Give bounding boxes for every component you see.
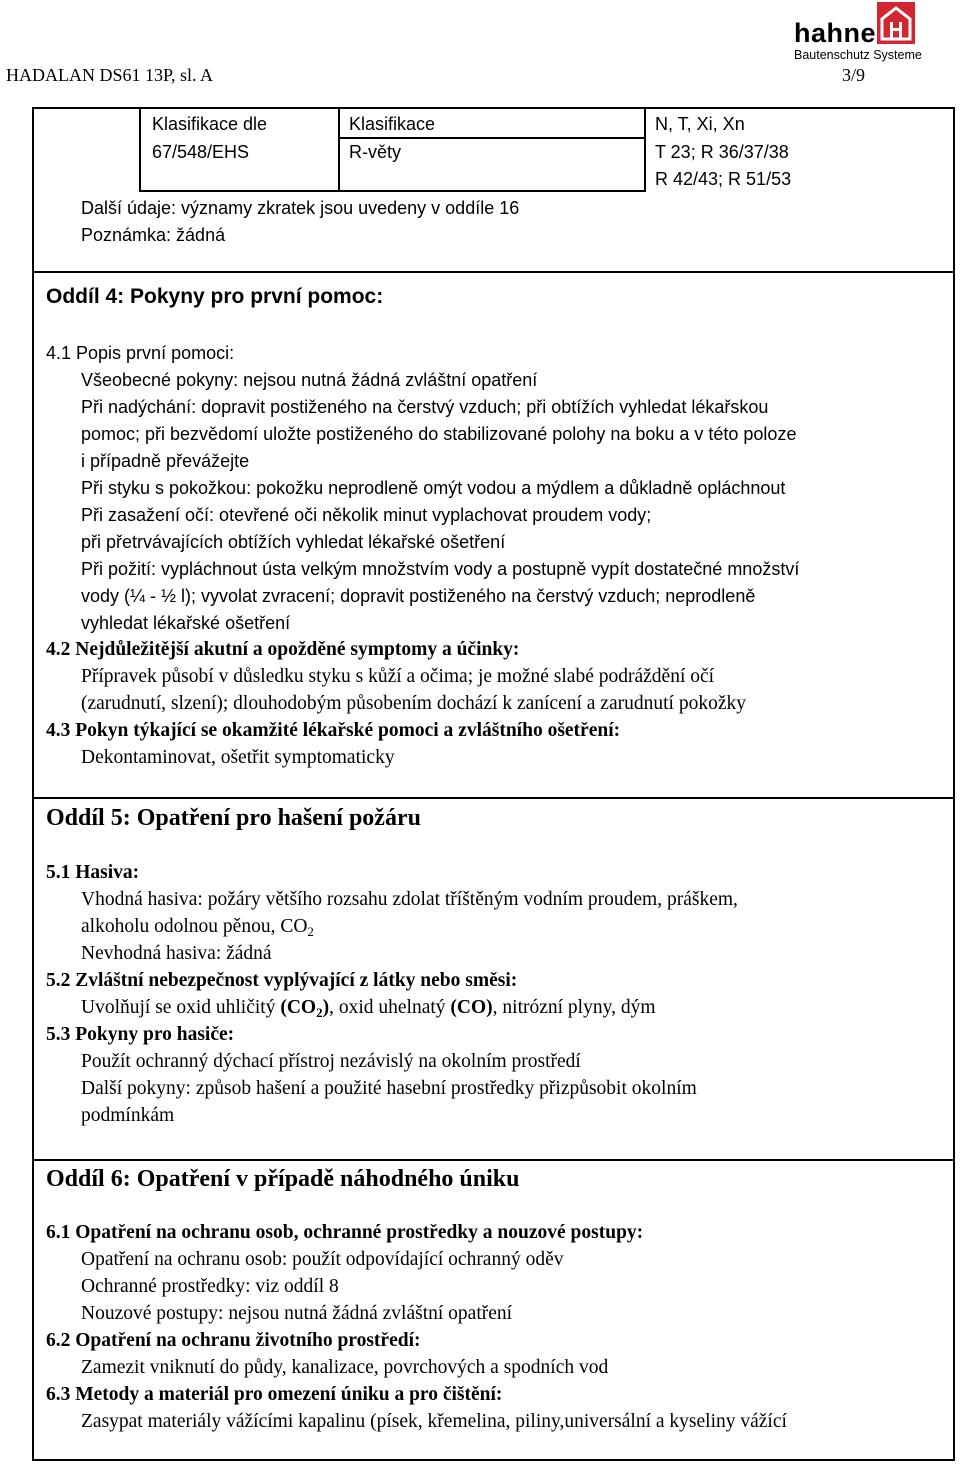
section-divider [32,271,955,273]
subsection-title: 5.3 Pokyny pro hasiče: [46,1024,235,1045]
subscript: 2 [316,1005,323,1020]
subsection-title: 6.2 Opatření na ochranu životního prostředí: [46,1330,421,1351]
text-line: Vhodná hasiva: požáry většího rozsahu zdolat tříštěným vodním proudem, práškem, [81,889,738,910]
subsection-title: 4.2 Nejdůležitější akutní a opožděné symptomy a účinky: [46,639,520,660]
text-line: Přípravek působí v důsledku styku s kůží a očima; je možné slabé podráždění očí [81,666,715,687]
chemical-formula: (CO) [450,997,493,1018]
table-line [139,190,646,192]
subsection-title: 5.1 Hasiva: [46,862,140,883]
table-line [338,137,646,139]
subsection-title: 5.2 Zvláštní nebezpečnost vyplývající z látky nebo směsi: [46,970,518,991]
text-line [81,997,656,1019]
classification-cell: T 23; R 36/37/38 [655,142,789,162]
text-line: Při styku s pokožkou: pokožku neprodleně omýt vodou a mýdlem a důkladně opláchnout [81,478,786,498]
classification-label: 67/548/EHS [152,142,250,162]
logo-name: hahne [794,18,877,48]
section-title: Oddíl 4: Pokyny pro první pomoc: [46,285,384,308]
text-line: Zasypat materiály vážícími kapalinu (písek, křemelina, piliny,universální a kyseliny vážící [81,1411,787,1432]
subsection-title: 4.1 Popis první pomoci: [46,343,235,363]
text-line: Zamezit vniknutí do půdy, kanalizace, povrchových a spodních vod [81,1357,609,1378]
table-line [338,107,340,192]
text-line: vyhledat lékařské ošetření [81,613,291,633]
text-line: i případně převážejte [81,451,250,471]
text-line: Další pokyny: způsob hašení a použité hasební prostředky přizpůsobit okolním [81,1078,697,1099]
classification-label: Klasifikace dle [152,114,268,134]
subsection-title: 6.3 Metody a materiál pro omezení úniku a pro čištění: [46,1384,503,1405]
text-line: Ochranné prostředky: viz oddíl 8 [81,1276,339,1297]
text-fragment: , nitrózní plyny, dým [492,997,656,1018]
subscript: 2 [307,924,314,939]
page-number: 3/9 [842,65,866,85]
subsection-title: 4.3 Pokyn týkající se okamžité lékařské pomoci a zvláštního ošetření: [46,720,621,741]
text-line: podmínkám [81,1105,175,1126]
text-line: při přetrvávajících obtížích vyhledat lékařské ošetření [81,532,506,552]
text-fragment: ) [322,997,330,1018]
house-logo-icon [877,2,915,44]
text-line: (zarudnutí, slzení); dlouhodobým působením dochází k zanícení a zarudnutí pokožky [81,693,746,714]
text-line: Použít ochranný dýchací přístroj nezávislý na okolním prostředí [81,1051,581,1072]
text-line: vody (¼ - ½ l); vyvolat zvracení; dopravit postiženého na čerstvý vzduch; neprodleně [81,586,756,606]
section-divider [32,797,955,799]
classification-cell: N, T, Xi, Xn [655,114,745,134]
classification-cell: R-věty [349,142,402,162]
company-logo [790,0,960,64]
text-line: Opatření na ochranu osob: použít odpovídající ochranný oděv [81,1249,564,1270]
text-line: pomoc; při bezvědomí uložte postiženého do stabilizované polohy na boku a v této poloze [81,424,797,444]
text-line: Nevhodná hasiva: žádná [81,943,272,964]
subsection-title: 6.1 Opatření na ochranu osob, ochranné prostředky a nouzové postupy: [46,1222,644,1243]
classification-note: Poznámka: žádná [81,225,226,245]
text-fragment: alkoholu odolnou pěnou, CO [81,916,308,937]
text-line: Nouzové postupy: nejsou nutná žádná zvláštní opatření [81,1303,513,1324]
text-line: Při požití: vypláchnout ústa velkým množstvím vody a postupně vypít dostatečné množství [81,559,800,579]
table-line [644,107,646,192]
table-line [139,107,141,192]
section-title: Oddíl 5: Opatření pro hašení požáru [46,805,421,831]
document-title: HADALAN DS61 13P, sl. A [6,65,214,85]
chemical-formula: (CO [280,997,317,1018]
text-line: Všeobecné pokyny: nejsou nutná žádná zvláštní opatření [81,370,538,390]
section-title: Oddíl 6: Opatření v případě náhodného úniku [46,1166,520,1192]
text-fragment: Uvolňují se oxid uhličitý [81,997,281,1018]
classification-cell: Klasifikace [349,114,436,134]
text-line: Dekontaminovat, ošetřit symptomaticky [81,747,395,768]
logo-tagline: Bautenschutz Systeme [794,48,922,62]
text-fragment: , oxid uhelnatý [329,997,451,1018]
text-line [81,916,314,938]
section-divider [32,1159,955,1161]
classification-cell: R 42/43; R 51/53 [655,169,792,189]
text-line: Při nadýchání: dopravit postiženého na čerstvý vzduch; při obtížích vyhledat lékařskou [81,397,769,417]
further-info: Další údaje: významy zkratek jsou uvedeny v oddíle 16 [81,198,520,218]
text-line: Při zasažení očí: otevřené oči několik minut vyplachovat proudem vody; [81,505,652,525]
